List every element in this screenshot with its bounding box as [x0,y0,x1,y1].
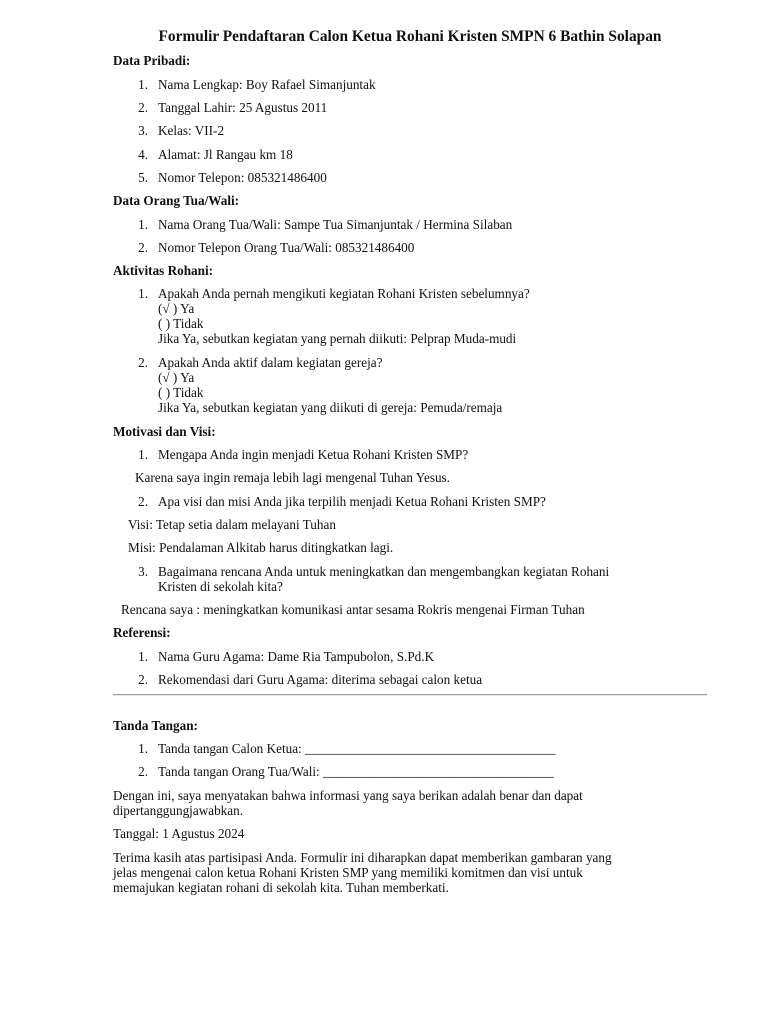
answer-text: Jika Ya, sebutkan kegiatan yang pernah diikuti: Pelprap Muda-mudi [158,331,517,346]
option-tidak: ( ) Tidak [158,385,204,400]
section-heading-data-pribadi: Data Pribadi: [113,53,191,68]
date-text: Tanggal: 1 Agustus 2024 [113,826,245,841]
document-page: Formulir Pendaftaran Calon Ketua Rohani Kristen SMPN 6 Bathin Solapan Data Pribadi: 1. Nama Lengkap: Boy Rafael Simanjuntak 2. Tanggal Lahir: 25 Agustus 2011 3. Kelas: VII-2 4. Alamat: Jl Rangau km 18 5. Nomor Telepon: 085321486400 Data Orang Tua/Wali: 1. Nama Orang Tua/Wali: Sampe Tua Simanjuntak / Hermina Silaban 2. Nomor Telepon Orang Tua/Wali: 085321486400 Aktivitas Rohani: 1. Apakah Anda pernah mengikuti kegiatan Rohani Kristen sebelumnya? (√ ) Ya ( ) Tidak Jika Ya, sebutkan kegiatan yang pernah diikuti: Pelprap Muda-mudi 2. Apakah Anda aktif dalam kegiatan gereja? (√ ) Ya ( ) Tidak Jika Ya, sebutkan kegiatan yang diikuti di gereja: Pemuda/remaja Motivasi dan Visi: 1. Mengapa Anda ingin menjadi Ketua Rohani Kristen SMP? Karena saya ingin remaja lebih lagi mengenal Tuhan Yesus. 2. Apa visi dan misi Anda jika terpilih menjadi Ketua Rohani Kristen SMP? Visi: Tetap setia dalam melayani Tuhan Misi: Pendalaman Alkitab harus ditingkatkan lagi. 3. Bagaimana rencana Anda untuk meningkatkan dan mengembangkan kegiatan Rohani Kristen di sekolah kita? Rencana saya : meningkatkan komunikasi antar sesama Rokris mengenai Firman Tuhan Referensi: 1. Nama Guru Agama: Dame Ria Tampubolon, S.Pd.K 2. Rekomendasi dari Guru Agama: diterima sebagai calon ketua Tanda Tangan: 1. Tanda tangan Calon Ketua: ______________________________________ 2. Tanda tangan Orang Tua/Wali: ___________________________________ Dengan ini, saya menyatakan bahwa informasi yang saya berikan adalah benar dan dapat dipertanggungjawabkan. Tanggal: 1 Agustus 2024 Terima kasih atas partisipasi Anda. Formulir ini diharapkan dapat memberikan gambaran yang jelas mengenai calon ketua Rohani Kristen SMP yang memiliki komitmen dan visi untuk memajukan kegiatan rohani di sekolah kita. Tuhan memberkati. [0,0,768,1024]
misi-text: Misi: Pendalaman Alkitab harus ditingkatkan lagi. [128,540,394,555]
question-text: Apakah Anda pernah mengikuti kegiatan Rohani Kristen sebelumnya? [158,286,530,301]
answer-text: Rencana saya : meningkatkan komunikasi antar sesama Rokris mengenai Firman Tuhan [121,602,585,617]
question-text: Bagaimana rencana Anda untuk meningkatkan dan mengembangkan kegiatan Rohani [158,564,610,579]
section-heading-referensi: Referensi: [113,625,171,640]
answer-text: Karena saya ingin remaja lebih lagi mengenal Tuhan Yesus. [135,470,450,485]
answer-text: Jika Ya, sebutkan kegiatan yang diikuti di gereja: Pemuda/remaja [158,400,503,415]
visi-text: Visi: Tetap setia dalam melayani Tuhan [128,517,336,532]
section-heading-tanda-tangan: Tanda Tangan: [113,718,198,733]
section-heading-motivasi-visi: Motivasi dan Visi: [113,424,216,439]
option-ya-checked: (√ ) Ya [158,370,195,385]
signature-line-orang-tua: Tanda tangan Orang Tua/Wali: ___________________________________ [158,764,554,779]
question-text: Kristen di sekolah kita? [158,579,283,594]
option-ya-checked: (√ ) Ya [158,301,195,316]
page-title: Formulir Pendaftaran Calon Ketua Rohani Kristen SMPN 6 Bathin Solapan [158,28,662,45]
declaration-paragraph: Dengan ini, saya menyatakan bahwa informasi yang saya berikan adalah benar dan dapat dipertanggungjawabkan. [113,788,583,818]
option-tidak: ( ) Tidak [158,316,204,331]
horizontal-divider [113,694,707,696]
question-text: Apakah Anda aktif dalam kegiatan gereja? [158,355,383,370]
signature-line-calon-ketua: Tanda tangan Calon Ketua: ______________________________________ [158,741,556,756]
section-heading-aktivitas-rohani: Aktivitas Rohani: [113,263,214,278]
closing-paragraph: Terima kasih atas partisipasi Anda. Formulir ini diharapkan dapat memberikan gambaran yang jelas mengenai calon ketua Rohani Kristen SMP yang memiliki komitmen dan visi untuk memajukan kegiatan rohani di sekolah kita. Tuhan memberkati. [113,850,612,895]
section-heading-data-orang-tua: Data Orang Tua/Wali: [113,193,240,208]
